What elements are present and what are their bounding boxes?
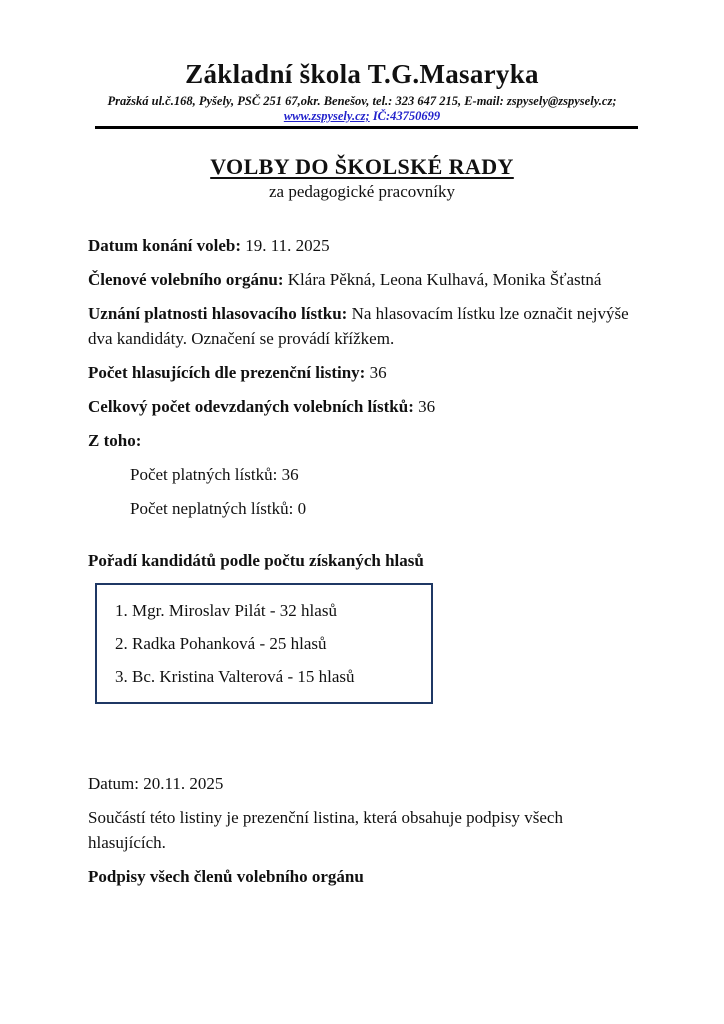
- field-value: 36: [418, 397, 436, 416]
- field-value: 36: [369, 363, 387, 382]
- document-body: [88, 233, 636, 889]
- field-label: Celkový počet odevzdaných volebních lístků:: [88, 397, 414, 416]
- signing-date: Datum: 20.11. 2025: [88, 774, 224, 793]
- subcount-invalid-ballots: Počet neplatných lístků: 0: [130, 499, 307, 518]
- subcount-valid-ballots: Počet platných lístků: 36: [130, 465, 299, 484]
- school-name: Základní škola T.G.Masaryka: [185, 59, 539, 89]
- page-subtitle: za pedagogické pracovníky: [269, 182, 455, 201]
- attendance-note: Součástí této listiny je prezenční listina, která obsahuje podpisy všech hlasujících.: [88, 808, 563, 852]
- field-label: Uznání platnosti hlasovacího lístku:: [88, 304, 348, 323]
- field-value: Klára Pěkná, Leona Kulhavá, Monika Šťastná: [287, 270, 602, 289]
- signatures-heading: Podpisy všech členů volebního orgánu: [88, 867, 364, 886]
- page-title: VOLBY DO ŠKOLSKÉ RADY: [210, 154, 514, 179]
- field-row-election-date: [88, 233, 636, 258]
- field-label: Z toho:: [88, 431, 142, 450]
- field-row-committee-members: [88, 267, 636, 292]
- results-box: [95, 583, 433, 704]
- field-label: Členové volebního orgánu:: [88, 270, 284, 289]
- field-row-voter-count: [88, 360, 636, 385]
- field-row-ballots-cast: [88, 394, 636, 419]
- field-value: Na hlasovacím lístku lze označit nejvýše dva kandidáty. Označení se provádí křížkem.: [88, 304, 629, 348]
- website-link[interactable]: www.zspysely.cz;: [283, 109, 370, 123]
- company-id: IČ:43750699: [372, 109, 441, 123]
- letterhead: [0, 0, 724, 129]
- field-row-ballot-validity: [88, 301, 636, 351]
- field-value: 19. 11. 2025: [245, 236, 330, 255]
- school-contact-line: [0, 109, 724, 124]
- school-address: Pražská ul.č.168, Pyšely, PSČ 251 67,okr. Benešov, tel.: 323 647 215, E-mail: zspysely@zspysely.cz;: [107, 94, 617, 108]
- title-block: [0, 153, 724, 203]
- candidate-result-1: 1. Mgr. Miroslav Pilát - 32 hlasů: [115, 601, 337, 620]
- candidate-result-3: 3. Bc. Kristina Valterová - 15 hlasů: [115, 667, 355, 686]
- field-label: Datum konání voleb:: [88, 236, 242, 255]
- candidate-result-2: 2. Radka Pohanková - 25 hlasů: [115, 634, 327, 653]
- field-label: Počet hlasujících dle prezenční listiny:: [88, 363, 366, 382]
- results-heading: Pořadí kandidátů podle počtu získaných hlasů: [88, 551, 424, 570]
- field-row-of-which: [88, 428, 636, 453]
- letterhead-divider: [95, 126, 638, 129]
